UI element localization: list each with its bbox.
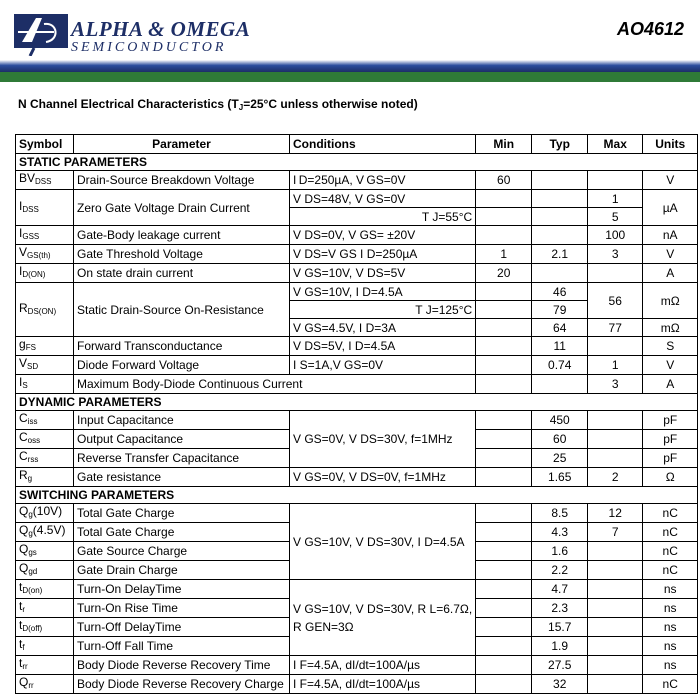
unit-cell: nC xyxy=(643,523,698,542)
typ-cell: 1.6 xyxy=(532,542,588,561)
parameter-cell: Forward Transconductance xyxy=(74,337,290,356)
symbol-cell: $I_{DSS}$ xyxy=(16,190,74,226)
table-row xyxy=(16,337,698,356)
symbol-cell: $t_{D(off)}$ xyxy=(16,618,74,637)
typ-cell xyxy=(532,208,588,226)
table-row xyxy=(16,356,698,375)
typ-cell: 15.7 xyxy=(532,618,588,637)
unit-cell: nC xyxy=(643,561,698,580)
parameter-cell: Diode Forward Voltage xyxy=(74,356,290,375)
unit-cell: nC xyxy=(643,504,698,523)
conditions-cell: I F=4.5A, dI/dt=100A/µs xyxy=(290,656,476,675)
parameter-cell: Reverse Transfer Capacitance xyxy=(74,449,290,468)
max-cell xyxy=(588,561,643,580)
page-header xyxy=(0,0,700,85)
symbol-cell: $R_{DS(ON)}$ xyxy=(16,283,74,337)
table-row xyxy=(16,411,698,430)
typ-cell: 79 xyxy=(532,301,588,319)
table-row xyxy=(16,580,698,599)
symbol-cell: $t_{D(on)}$ xyxy=(16,580,74,599)
characteristics-table xyxy=(15,134,698,694)
max-cell xyxy=(588,542,643,561)
conditions-cell: T J=125°C xyxy=(290,301,476,319)
min-cell xyxy=(476,356,532,375)
max-cell xyxy=(588,411,643,430)
max-cell: 3 xyxy=(588,375,643,394)
conditions-cell: V DS=0V, V GS= ±20V xyxy=(290,226,476,245)
min-cell xyxy=(476,523,532,542)
table-row xyxy=(16,190,698,208)
parameter-cell: Output Capacitance xyxy=(74,430,290,449)
unit-cell: pF xyxy=(643,430,698,449)
alpha-omega-logo-icon xyxy=(14,14,68,61)
max-cell: 5 xyxy=(588,208,643,226)
max-cell xyxy=(588,337,643,356)
parameter-cell: Body Diode Reverse Recovery Time xyxy=(74,656,290,675)
part-number: AO4612 xyxy=(616,19,684,39)
typ-cell: 450 xyxy=(532,411,588,430)
unit-cell: nA xyxy=(643,226,698,245)
parameter-cell: Turn-Off DelayTime xyxy=(74,618,290,637)
typ-cell: 2.1 xyxy=(532,245,588,264)
min-cell xyxy=(476,337,532,356)
unit-cell: V xyxy=(643,171,698,190)
conditions-cell: V DS=V GS I D=250µA xyxy=(290,245,476,264)
parameter-cell: Gate Threshold Voltage xyxy=(74,245,290,264)
symbol-cell: $V_{GS(th)}$ xyxy=(16,245,74,264)
typ-cell xyxy=(532,171,588,190)
min-cell xyxy=(476,208,532,226)
company-block xyxy=(71,18,250,55)
max-cell: 3 xyxy=(588,245,643,264)
unit-cell: nC xyxy=(643,542,698,561)
typ-cell: 25 xyxy=(532,449,588,468)
conditions-cell: I F=4.5A, dI/dt=100A/µs xyxy=(290,675,476,694)
table-row xyxy=(16,283,698,301)
conditions-cell: V GS=10V, V DS=5V xyxy=(290,264,476,283)
min-cell xyxy=(476,542,532,561)
max-cell xyxy=(588,171,643,190)
conditions-cell: V GS=10V, I D=4.5A xyxy=(290,283,476,301)
column-header: Units xyxy=(643,135,698,154)
unit-cell: ns xyxy=(643,599,698,618)
symbol-cell: $Q_{gd}$ xyxy=(16,561,74,580)
parameter-cell: Turn-On Rise Time xyxy=(74,599,290,618)
conditions-cell: V GS=0V, V DS=30V, f=1MHz xyxy=(290,411,476,468)
min-cell xyxy=(476,468,532,487)
unit-cell: pF xyxy=(643,449,698,468)
table-row xyxy=(16,171,698,190)
table-row xyxy=(16,504,698,523)
unit-cell: ns xyxy=(643,656,698,675)
min-cell xyxy=(476,301,532,319)
min-cell xyxy=(476,226,532,245)
symbol-cell: $C_{oss}$ xyxy=(16,430,74,449)
unit-cell: A xyxy=(643,375,698,394)
typ-cell xyxy=(532,226,588,245)
min-cell xyxy=(476,618,532,637)
max-cell xyxy=(588,656,643,675)
min-cell xyxy=(476,319,532,337)
symbol-cell: $C_{rss}$ xyxy=(16,449,74,468)
parameter-cell: Zero Gate Voltage Drain Current xyxy=(74,190,290,226)
max-cell xyxy=(588,618,643,637)
symbol-cell: $BV_{DSS}$ xyxy=(16,171,74,190)
typ-cell xyxy=(532,264,588,283)
conditions-cell: V GS=0V, V DS=0V, f=1MHz xyxy=(290,468,476,487)
max-cell: 2 xyxy=(588,468,643,487)
min-cell xyxy=(476,675,532,694)
max-cell xyxy=(588,264,643,283)
max-cell xyxy=(588,449,643,468)
unit-cell: V xyxy=(643,245,698,264)
max-cell: 1 xyxy=(588,190,643,208)
max-cell xyxy=(588,675,643,694)
column-header: Min xyxy=(476,135,532,154)
max-cell xyxy=(588,580,643,599)
max-cell xyxy=(588,637,643,656)
parameter-cell: Total Gate Charge xyxy=(74,523,290,542)
min-cell xyxy=(476,656,532,675)
typ-cell: 64 xyxy=(532,319,588,337)
symbol-cell: $I_{D(ON)}$ xyxy=(16,264,74,283)
unit-cell: ns xyxy=(643,618,698,637)
typ-cell: 32 xyxy=(532,675,588,694)
parameter-cell: Gate-Body leakage current xyxy=(74,226,290,245)
unit-cell: V xyxy=(643,356,698,375)
symbol-cell: $Q_g(4.5V)$ xyxy=(16,523,74,542)
table-header-row xyxy=(16,135,698,154)
conditions-cell: I D=250µA, V GS=0V xyxy=(290,171,476,190)
symbol-cell: $Q_g(10V)$ xyxy=(16,504,74,523)
min-cell xyxy=(476,561,532,580)
min-cell xyxy=(476,283,532,301)
symbol-cell: $I_{GSS}$ xyxy=(16,226,74,245)
section-header-static: STATIC PARAMETERS xyxy=(16,154,698,171)
min-cell xyxy=(476,430,532,449)
min-cell xyxy=(476,375,532,394)
typ-cell: 1.9 xyxy=(532,637,588,656)
parameter-cell: Gate Source Charge xyxy=(74,542,290,561)
conditions-cell: V GS=10V, V DS=30V, I D=4.5A xyxy=(290,504,476,580)
min-cell: 1 xyxy=(476,245,532,264)
typ-cell: 1.65 xyxy=(532,468,588,487)
symbol-cell: $t_r$ xyxy=(16,599,74,618)
min-cell xyxy=(476,190,532,208)
typ-cell: 0.74 xyxy=(532,356,588,375)
conditions-cell: V GS=4.5V, I D=3A xyxy=(290,319,476,337)
typ-cell: 8.5 xyxy=(532,504,588,523)
unit-cell: Ω xyxy=(643,468,698,487)
unit-cell: µA xyxy=(643,190,698,226)
min-cell xyxy=(476,411,532,430)
min-cell xyxy=(476,637,532,656)
conditions-cell: T J=55°C xyxy=(290,208,476,226)
min-cell: 60 xyxy=(476,171,532,190)
table-row xyxy=(16,375,698,394)
column-header: Conditions xyxy=(290,135,476,154)
unit-cell: A xyxy=(643,264,698,283)
min-cell xyxy=(476,599,532,618)
typ-cell: 4.3 xyxy=(532,523,588,542)
typ-cell xyxy=(532,190,588,208)
parameter-cell: Turn-On DelayTime xyxy=(74,580,290,599)
company-subtitle: SEMICONDUCTOR xyxy=(71,40,227,55)
parameter-cell: Gate Drain Charge xyxy=(74,561,290,580)
max-cell xyxy=(588,599,643,618)
conditions-cell: I S=1A,V GS=0V xyxy=(290,356,476,375)
unit-cell: ns xyxy=(643,580,698,599)
max-cell: 100 xyxy=(588,226,643,245)
table-row xyxy=(16,264,698,283)
column-header: Max xyxy=(588,135,643,154)
typ-cell: 2.2 xyxy=(532,561,588,580)
typ-cell: 11 xyxy=(532,337,588,356)
symbol-cell: $Q_{rr}$ xyxy=(16,675,74,694)
min-cell xyxy=(476,580,532,599)
max-cell: 56 xyxy=(588,283,643,319)
header-color-band xyxy=(0,60,700,82)
section-header-dynamic: DYNAMIC PARAMETERS xyxy=(16,394,698,411)
unit-cell: mΩ xyxy=(643,283,698,319)
unit-cell: S xyxy=(643,337,698,356)
unit-cell: ns xyxy=(643,637,698,656)
symbol-cell: $t_{rr}$ xyxy=(16,656,74,675)
max-cell: 77 xyxy=(588,319,643,337)
table-row xyxy=(16,468,698,487)
column-header: Typ xyxy=(532,135,588,154)
parameter-cell: Total Gate Charge xyxy=(74,504,290,523)
conditions-cell: V GS=10V, V DS=30V, R L=6.7Ω, R GEN=3Ω xyxy=(290,580,476,656)
unit-cell: mΩ xyxy=(643,319,698,337)
typ-cell: 46 xyxy=(532,283,588,301)
typ-cell: 4.7 xyxy=(532,580,588,599)
table-row xyxy=(16,656,698,675)
company-name: ALPHA & OMEGA xyxy=(71,17,251,41)
symbol-cell: $C_{iss}$ xyxy=(16,411,74,430)
min-cell xyxy=(476,504,532,523)
page-heading: N Channel Electrical Characteristics ($T_J=25^\circ C$ unless otherwise noted) xyxy=(18,97,418,112)
parameter-cell: Input Capacitance xyxy=(74,411,290,430)
conditions-cell: V DS=5V, I D=4.5A xyxy=(290,337,476,356)
symbol-cell: $Q_{gs}$ xyxy=(16,542,74,561)
symbol-cell: $V_{SD}$ xyxy=(16,356,74,375)
table-row xyxy=(16,226,698,245)
column-header: Symbol xyxy=(16,135,74,154)
max-cell xyxy=(588,430,643,449)
symbol-cell: $I_S$ xyxy=(16,375,74,394)
parameter-cell: Static Drain-Source On-Resistance xyxy=(74,283,290,337)
typ-cell: 27.5 xyxy=(532,656,588,675)
parameter-cell: Body Diode Reverse Recovery Charge xyxy=(74,675,290,694)
parameter-cell: On state drain current xyxy=(74,264,290,283)
column-header: Parameter xyxy=(74,135,290,154)
max-cell: 12 xyxy=(588,504,643,523)
max-cell: 1 xyxy=(588,356,643,375)
parameter-cell: Turn-Off Fall Time xyxy=(74,637,290,656)
parameter-cell: Maximum Body-Diode Continuous Current xyxy=(74,375,476,394)
typ-cell: 60 xyxy=(532,430,588,449)
max-cell: 7 xyxy=(588,523,643,542)
section-header-switching: SWITCHING PARAMETERS xyxy=(16,487,698,504)
parameter-cell: Drain-Source Breakdown Voltage xyxy=(74,171,290,190)
parameter-cell: Gate resistance xyxy=(74,468,290,487)
min-cell: 20 xyxy=(476,264,532,283)
symbol-cell: $R_g$ xyxy=(16,468,74,487)
table-row xyxy=(16,675,698,694)
typ-cell: 2.3 xyxy=(532,599,588,618)
table-row xyxy=(16,245,698,264)
symbol-cell: $g_{FS}$ xyxy=(16,337,74,356)
conditions-cell: V DS=48V, V GS=0V xyxy=(290,190,476,208)
unit-cell: nC xyxy=(643,675,698,694)
min-cell xyxy=(476,449,532,468)
unit-cell: pF xyxy=(643,411,698,430)
symbol-cell: $t_f$ xyxy=(16,637,74,656)
typ-cell xyxy=(532,375,588,394)
